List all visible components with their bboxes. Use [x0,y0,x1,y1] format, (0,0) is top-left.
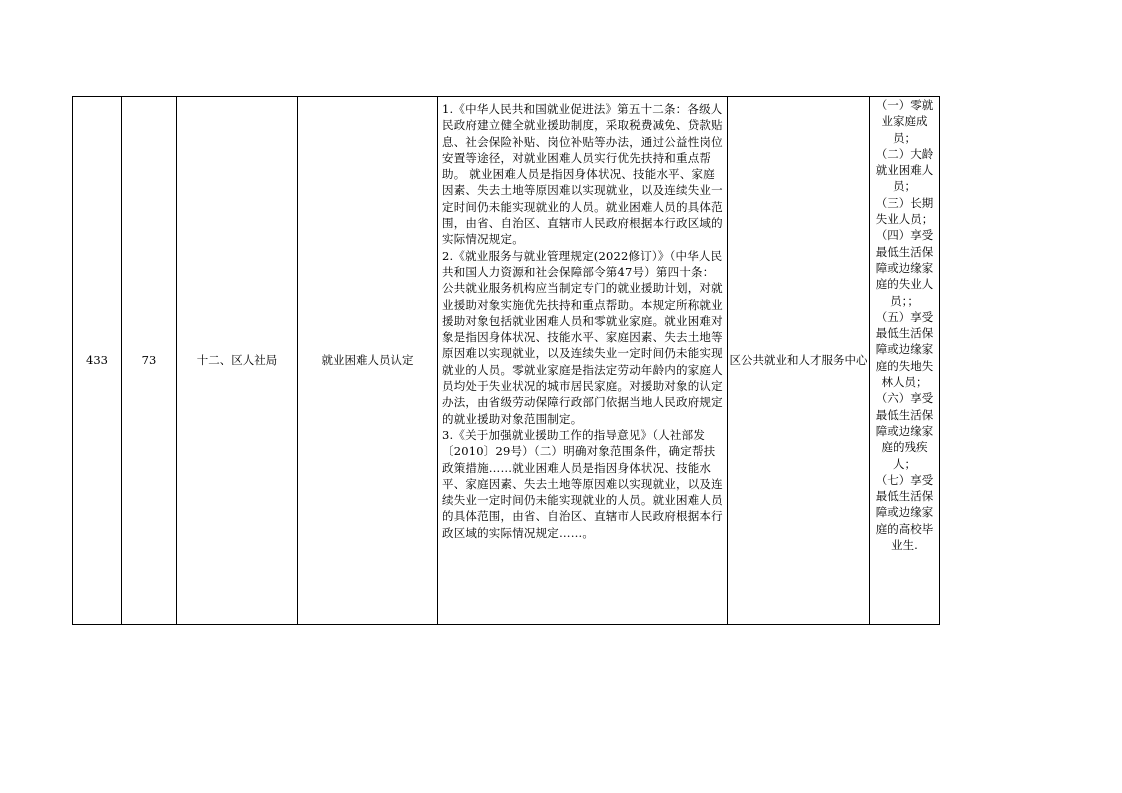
scope-item-4: （四）享受最低生活保障或边缘家庭的失业人员；； [875,228,934,308]
cell-target-scope [870,97,940,625]
scope-item-6: （六）享受最低生活保障或边缘家庭的残疾人； [875,391,934,471]
legal-basis-paragraph-3: 3.《关于加强就业援助工作的指导意见》（人社部发〔2010〕29号）（二）明确对象范围条件，确定帮扶政策措施……就业困难人员是指因身体状况、技能水平、家庭因素、失去土地等原因难以实现就业，以及连续失业一定时间仍未能实现就业的人员。就业困难人员的具体范围，由省、自治区、直辖市人民政府根据本行政区域的实际情况规定……。 [442,427,723,540]
scope-item-2: （二）大龄就业困难人员； [875,146,934,194]
table-row [73,97,940,625]
legal-basis-paragraph-1: 1.《中华人民共和国就业促进法》第五十二条：各级人民政府建立健全就业援助制度，采取税费减免、贷款贴息、社会保险补贴、岗位补贴等办法，通过公益性岗位安置等途径，对就业困难人员实行优先扶持和重点帮助。 就业困难人员是指因身体状况、技能水平、家庭因素、失去土地等原因难以实现就业，以及连续失业一定时间仍未能实现就业的人员。就业困难人员的具体范围，由省、自治区、直辖市人民政府根据本行政区域的实际情况规定。 [442,102,723,247]
cell-legal-basis [438,97,728,625]
cell-item-name: 就业困难人员认定 [298,97,438,625]
cell-sequence-number: 433 [73,97,122,625]
scope-item-3: （三）长期失业人员； [875,195,934,227]
legal-basis-paragraph-2: 2.《就业服务与就业管理规定(2022修订）》（中华人民共和国人力资源和社会保障部令第47号）第四十条：公共就业服务机构应当制定专门的就业援助计划，对就业援助对象实施优先扶持和重点帮助。本规定所称就业援助对象包括就业困难人员和零就业家庭。就业困难对象是指因身体状况、技能水平、家庭因素、失去土地等原因难以实现就业，以及连续失业一定时间仍未能实现就业的人员。零就业家庭是指法定劳动年龄内的家庭人员均处于失业状况的城市居民家庭。对援助对象的认定办法，由省级劳动保障行政部门依据当地人民政府规定的就业援助对象范围制定。 [442,248,723,426]
cell-agency: 区公共就业和人才服务中心 [728,97,870,625]
cell-sub-number: 73 [122,97,177,625]
scope-item-5: （五）享受最低生活保障或边缘家庭的失地失林人员； [875,309,934,390]
scope-item-7: （七）享受最低生活保障或边缘家庭的高校毕业生. [875,472,934,553]
cell-department: 十二、区人社局 [177,97,298,625]
service-item-table [72,96,940,625]
scope-item-1: （一）零就业家庭成员； [875,98,934,145]
